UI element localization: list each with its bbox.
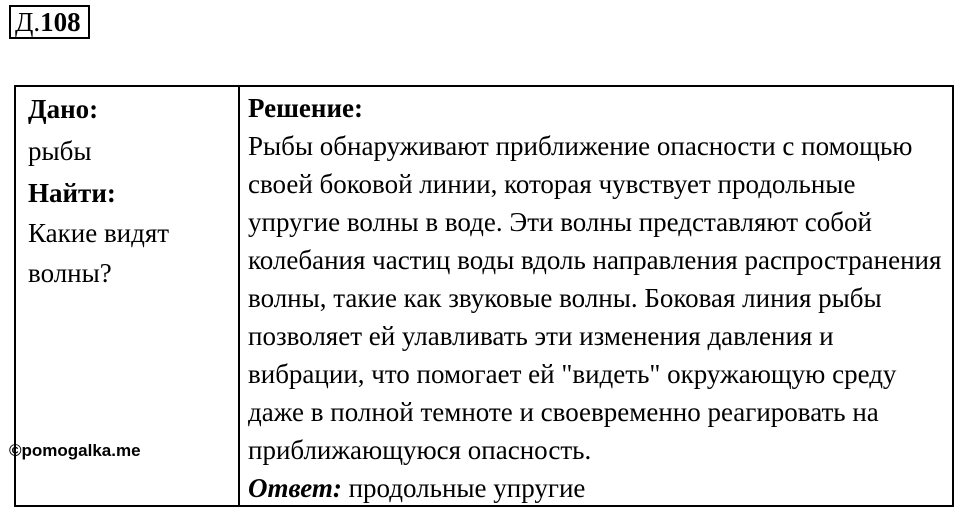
task-prefix: Д. [15, 7, 41, 37]
task-number: 108 [40, 7, 81, 37]
solution-heading: Решение: [248, 93, 363, 123]
solution-text: Рыбы обнаруживают приближение опасности с помощью своей боковой линии, которая чувствует продольные упругие волны в воде. Эти волны представляют собой колебания частиц воды вдоль направления распространения волны, такие как звуковые волны. Боковая линия рыбы позволяет ей улавливать эти изменения давления и вибрации, что помогает ей "видеть" окружающую среду даже в полной темноте и своевременно реагировать на приближающуюся опасность. [248, 131, 942, 465]
given-value: рыбы [28, 136, 92, 166]
given-heading: Дано: [28, 94, 99, 124]
answer-line [248, 469, 952, 507]
answer-label: Ответ: [248, 473, 342, 503]
answer-value: продольные упругие [348, 473, 586, 503]
task-number-box [9, 5, 90, 39]
find-heading: Найти: [28, 178, 116, 208]
solution-table [14, 85, 954, 507]
solution-column [240, 87, 952, 505]
watermark: ©pomogalka.me [9, 441, 141, 460]
find-question: Какие видят волны? [28, 218, 170, 288]
